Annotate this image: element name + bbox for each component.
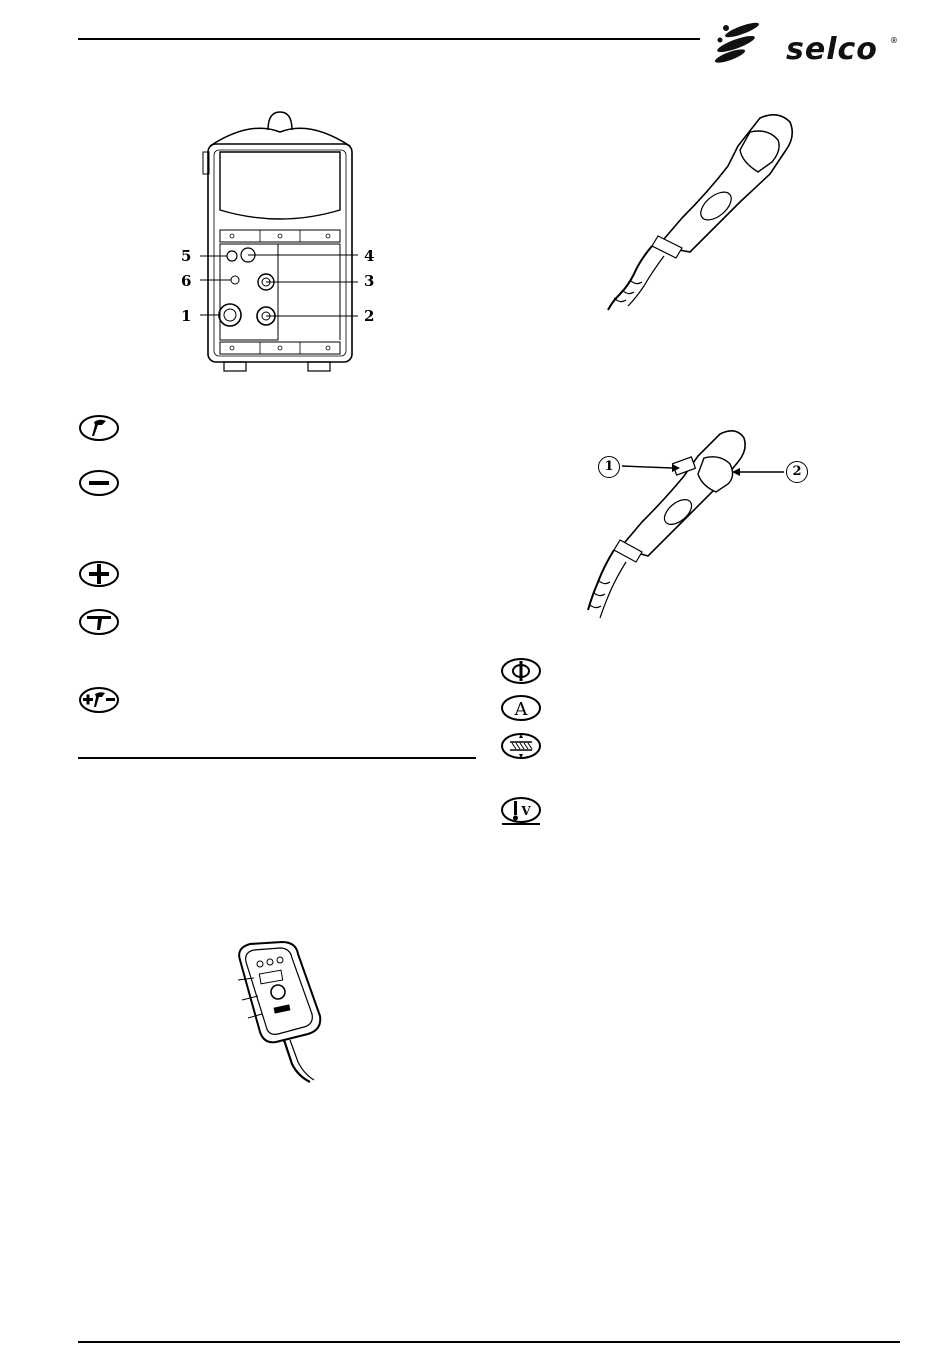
torch-connector-icon — [78, 414, 120, 442]
current-glyph: A — [514, 699, 528, 720]
remote-control-figure — [232, 940, 322, 1085]
thickness-icon — [500, 732, 542, 760]
polarity-change-icon — [78, 686, 120, 714]
callout-5: 5 — [181, 247, 192, 265]
header-rule — [78, 38, 700, 40]
voltage-icon — [500, 796, 542, 826]
voltage-glyph: V — [521, 804, 531, 818]
torch-callout-2: 2 — [786, 461, 808, 483]
callout-3: 3 — [364, 272, 375, 290]
selco-logo — [712, 16, 902, 72]
brand-name: selco — [786, 32, 878, 67]
torch-figure-callouts — [580, 420, 790, 630]
callout-4: 4 — [364, 247, 375, 265]
machine-front-figure — [200, 110, 360, 375]
callout-2: 2 — [364, 307, 375, 325]
section-rule — [78, 757, 476, 759]
minus-socket-icon — [78, 469, 120, 497]
current-icon — [500, 694, 542, 722]
registered-mark: ® — [890, 36, 898, 45]
torch-figure-top — [600, 110, 810, 320]
footer-rule — [78, 1341, 900, 1343]
callout-1: 1 — [181, 307, 192, 325]
selco-swoosh-icon — [712, 18, 792, 68]
gas-torch-icon — [78, 608, 120, 636]
wire-speed-icon — [500, 657, 542, 685]
callout-6: 6 — [181, 272, 192, 290]
plus-socket-icon — [78, 560, 120, 588]
torch-callout-1: 1 — [598, 456, 620, 478]
